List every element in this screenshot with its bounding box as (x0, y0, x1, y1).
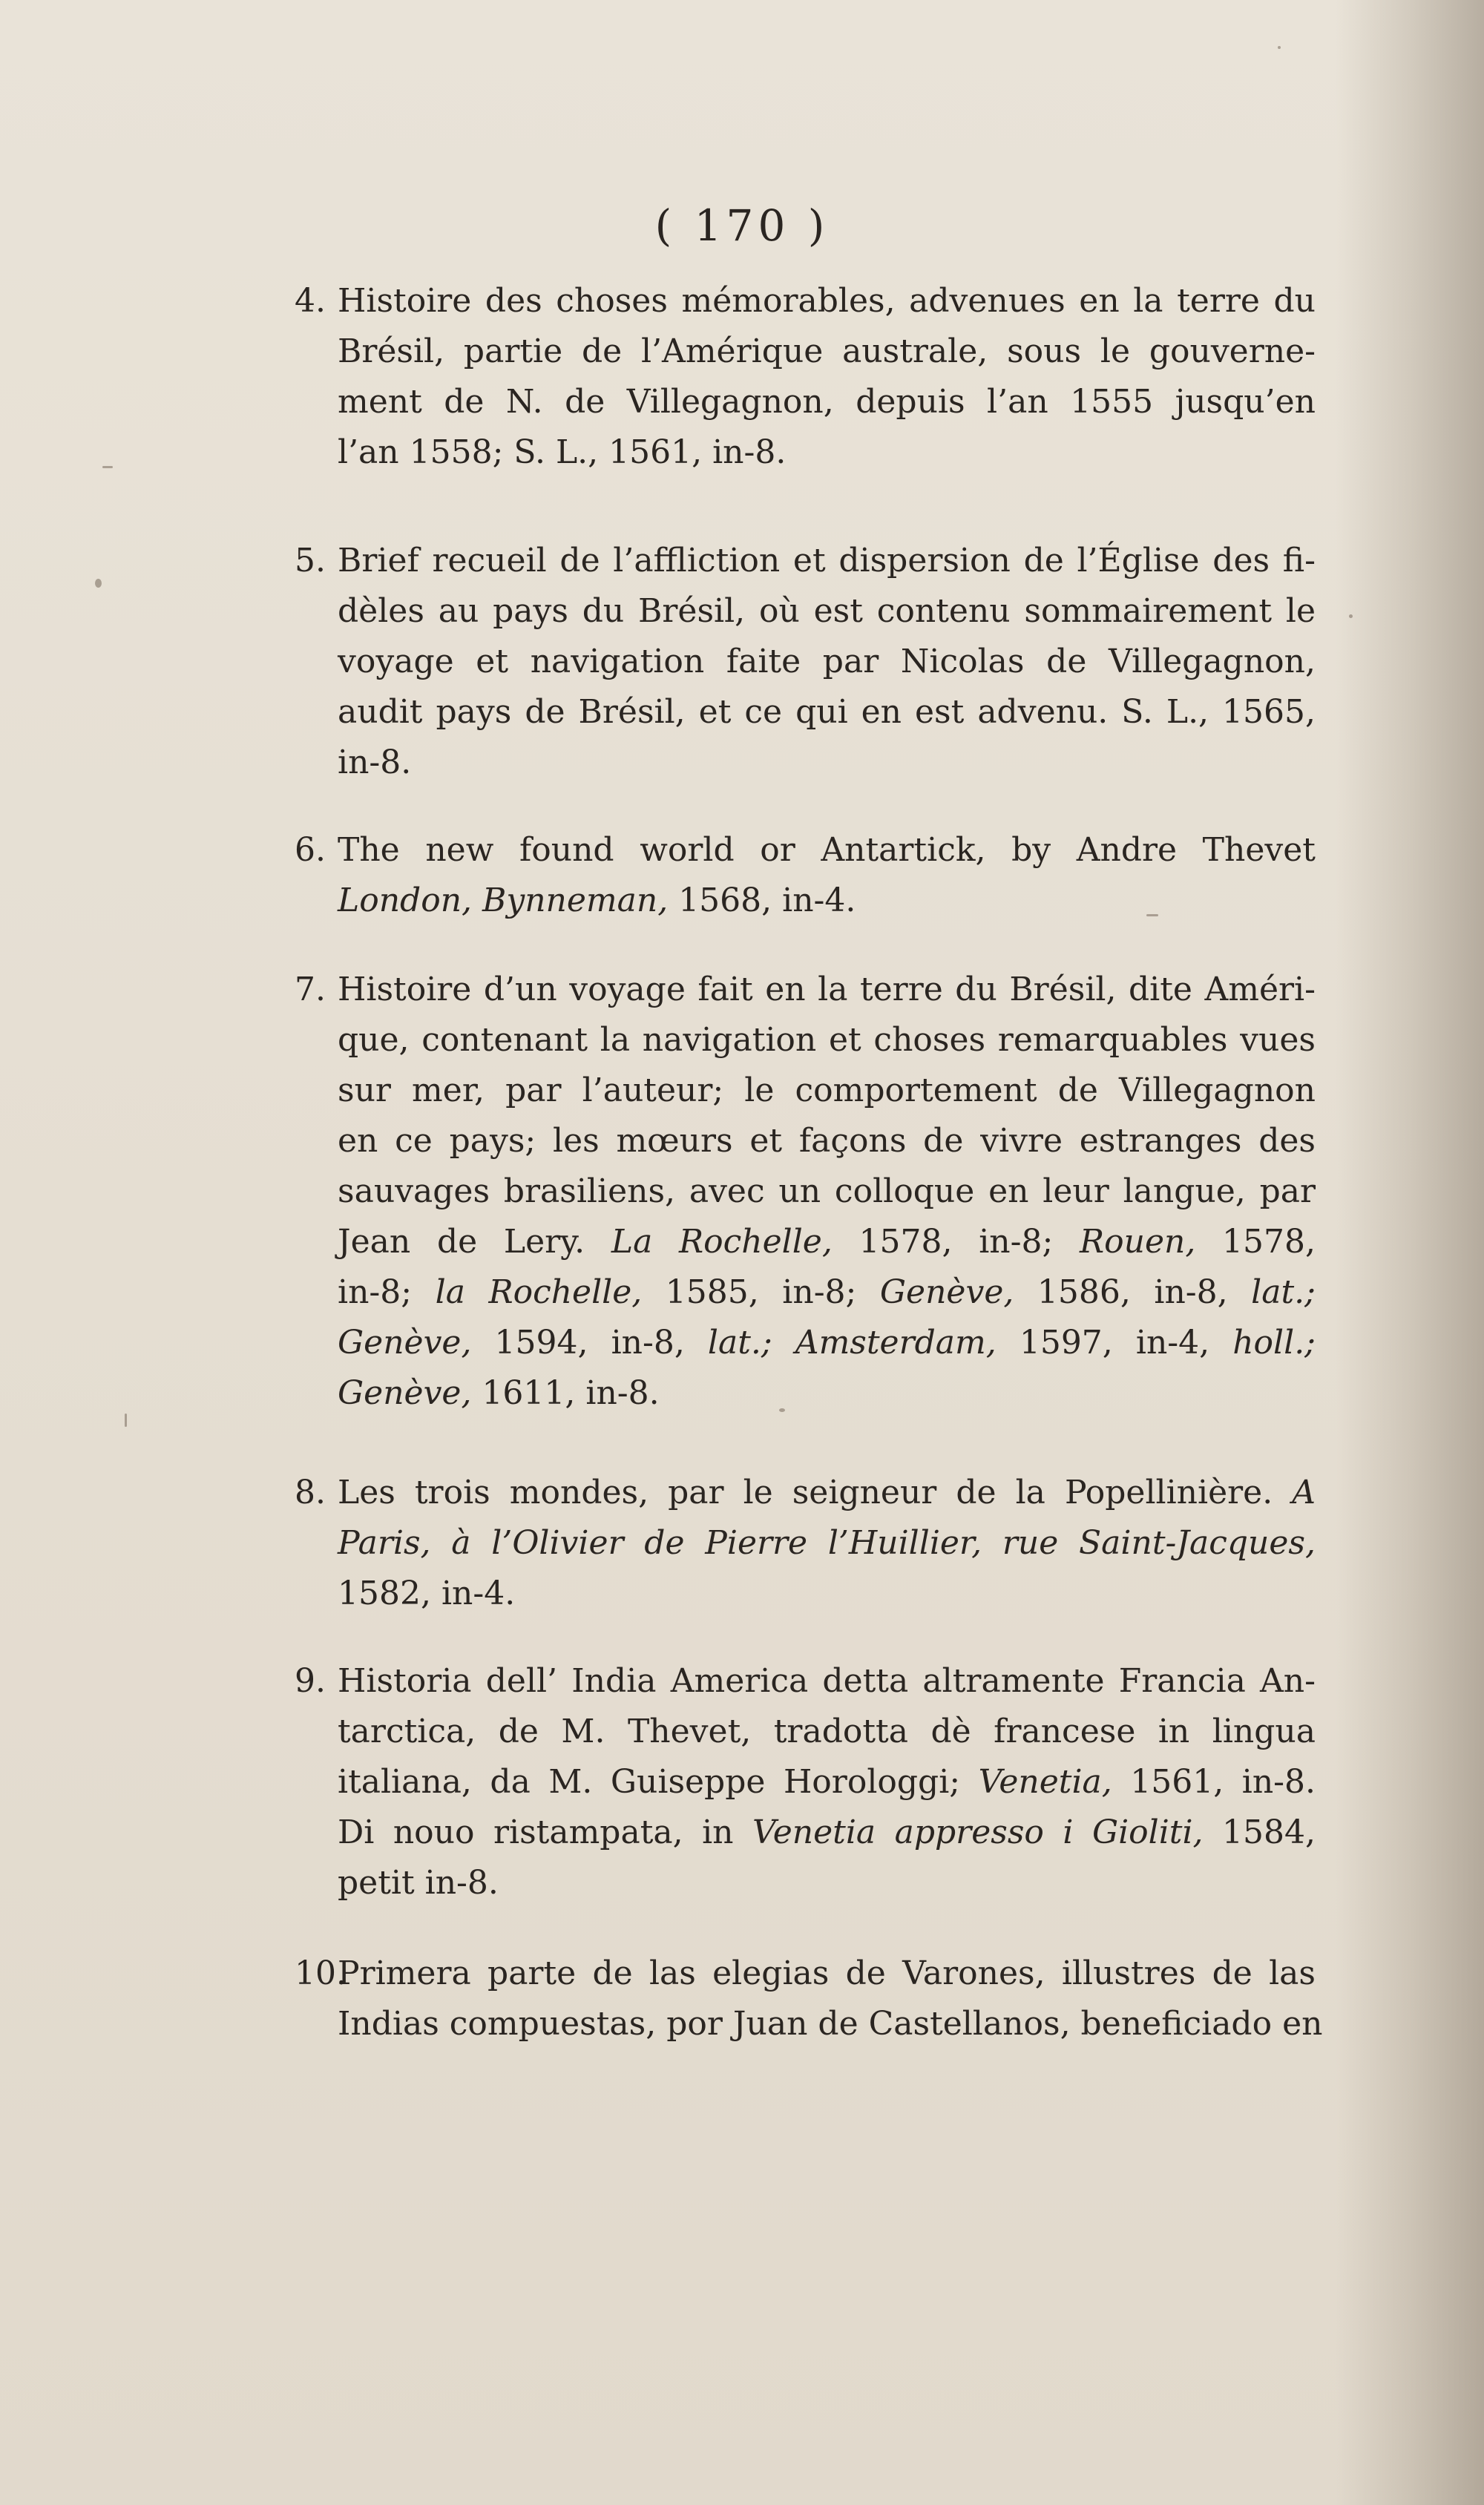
entry-text: Di nouo ristampata, in (338, 1813, 752, 1851)
entry-line: audit pays de Brésil, et ce qui en est advenu. S. L., 1565, (338, 693, 1316, 731)
entry-text: Les trois mondes, par le seigneur de la Popellinière. (338, 1474, 1293, 1511)
entry-italic-text: la Rochelle, (435, 1273, 643, 1311)
entry-number: 8. (295, 1474, 326, 1511)
bibliography-entry-5 (295, 536, 1316, 788)
bibliography-entry-9 (295, 1656, 1316, 1908)
entry-italic-text: lat.; Amsterdam, (707, 1324, 997, 1362)
entry-line: Indias compuestas, por Juan de Castellanos, beneficiado en (338, 2005, 1323, 2043)
entry-line (338, 1757, 1316, 1808)
bibliography-entry-7 (295, 965, 1316, 1419)
entry-italic-text: Genève, (338, 1374, 472, 1412)
entry-line: voyage et navigation faite par Nicolas de Villegagnon, (338, 643, 1316, 680)
paper-speck (1278, 46, 1281, 49)
entry-line: l’an 1558; S. L., 1561, in-8. (338, 433, 787, 471)
entry-line: Brésil, partie de l’Amérique australe, sous le gouverne- (338, 332, 1316, 370)
entry-text: 1561, in-8. (1112, 1763, 1316, 1801)
entry-italic-text: holl.; (1232, 1324, 1316, 1362)
entry-line (338, 1318, 1316, 1368)
entry-text: in-8; (338, 1273, 436, 1311)
bibliography-entry-10 (295, 1948, 1323, 2049)
entry-number: 9. (295, 1662, 326, 1700)
entry-italic-text: La Rochelle, (611, 1223, 833, 1261)
entry-line (338, 1217, 1316, 1267)
entry-text: 1594, in-8, (471, 1324, 708, 1362)
entry-line: que, contenant la navigation et choses remarquables vues (338, 1021, 1316, 1059)
entry-line (338, 1267, 1316, 1318)
entry-italic-text: lat.; (1251, 1273, 1316, 1311)
entry-number: 4. (295, 282, 326, 320)
entry-text: Jean de Lery. (338, 1223, 611, 1261)
entry-italic-text: Genève, (879, 1273, 1014, 1311)
entry-text: 1578, (1195, 1223, 1316, 1261)
bibliography-entry-4 (295, 276, 1316, 478)
entry-text: 1585, in-8; (642, 1273, 880, 1311)
entry-italic-text: London, Bynneman, (338, 881, 669, 919)
entry-number: 6. (295, 831, 326, 869)
entry-italic-text: Venetia appresso i Gioliti, (752, 1813, 1204, 1851)
entry-line (338, 1808, 1316, 1858)
entry-line: tarctica, de M. Thevet, tradotta dè francese in lingua (338, 1713, 1316, 1750)
entry-line: sauvages brasiliens, avec un colloque en leur langue, par (338, 1172, 1316, 1210)
paper-speck (95, 579, 102, 588)
entry-text: 1568, in-4. (668, 881, 856, 919)
paper-speck (1146, 914, 1158, 916)
entry-line: Paris, à l’Olivier de Pierre l’Huillier, rue Saint-Jacques, (338, 1524, 1316, 1562)
entry-line: Histoire des choses mémorables, advenues en la terre du (338, 282, 1316, 320)
entry-number: 7. (295, 971, 326, 1008)
entry-line: en ce pays; les mœurs et façons de vivre estranges des (338, 1122, 1316, 1160)
entry-italic-text: Genève, (338, 1324, 472, 1362)
entry-line: Historia dell’ India America detta altramente Francia An- (338, 1662, 1316, 1700)
page-number: ( 170 ) (654, 200, 830, 251)
entry-number: 10. (295, 1954, 347, 1992)
entry-line: dèles au pays du Brésil, où est contenu sommairement le (338, 592, 1316, 630)
entry-italic-text: A (1292, 1474, 1316, 1511)
entry-text: italiana, da M. Guiseppe Horologgi; (338, 1763, 979, 1801)
entry-line: Primera parte de las elegias de Varones, illustres de las (338, 1954, 1316, 1992)
entry-line: The new found world or Antartick, by Andre Thevet (338, 831, 1316, 869)
paper-speck (102, 466, 113, 468)
bibliography-entry-8 (295, 1468, 1316, 1619)
entry-italic-text: Rouen, (1080, 1223, 1196, 1261)
entry-number: 5. (295, 542, 326, 580)
entry-line: ment de N. de Villegagnon, depuis l’an 1555 jusqu’en (338, 383, 1316, 421)
entry-line: 1582, in-4. (338, 1575, 516, 1612)
entry-line (338, 1368, 1316, 1419)
paper-speck (779, 1408, 785, 1412)
paper-speck (1349, 614, 1353, 618)
entry-text: 1584, (1203, 1813, 1316, 1851)
entry-text: 1611, in-8. (471, 1374, 660, 1412)
entry-line: petit in-8. (338, 1864, 499, 1902)
paper-speck (125, 1414, 127, 1427)
entry-text: 1597, in-4, (996, 1324, 1233, 1362)
entry-line: Brief recueil de l’affliction et dispersion de l’Église des fi- (338, 542, 1316, 580)
entry-text: 1578, in-8; (832, 1223, 1080, 1261)
entry-line: in-8. (338, 743, 412, 781)
entry-text: 1586, in-8, (1014, 1273, 1252, 1311)
entry-italic-text: Venetia, (978, 1763, 1112, 1801)
entry-line: Histoire d’un voyage fait en la terre du Brésil, dite Améri- (338, 971, 1316, 1008)
bibliography-entry-6 (295, 825, 1316, 926)
entry-line: sur mer, par l’auteur; le comportement de Villegagnon (338, 1071, 1316, 1109)
